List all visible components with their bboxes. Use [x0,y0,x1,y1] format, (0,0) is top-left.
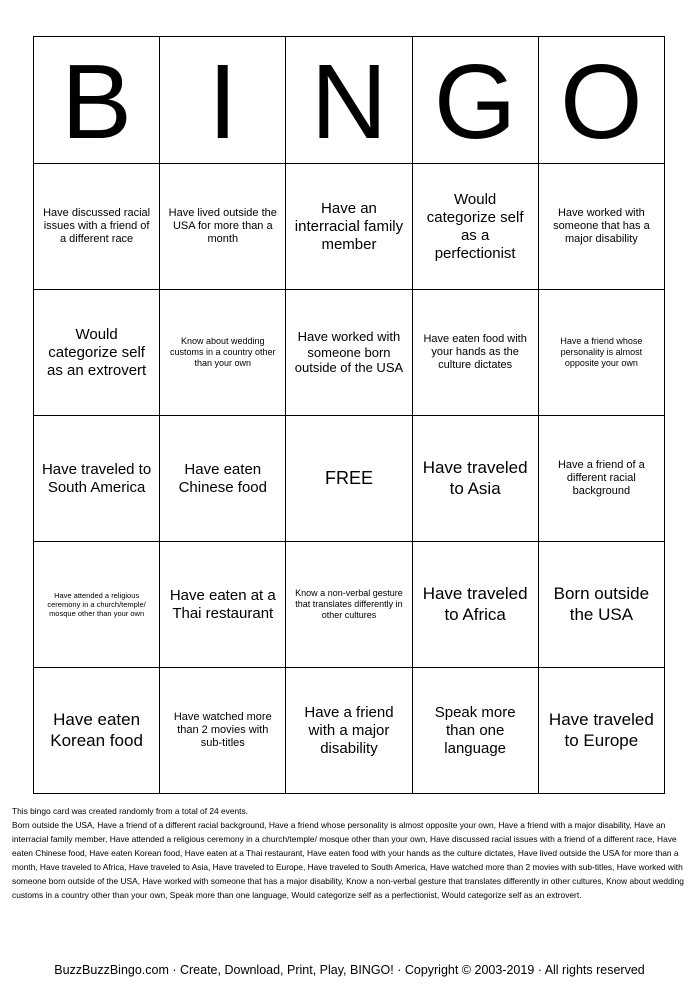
bingo-cell: Have lived outside the USA for more than a month [160,164,286,290]
bingo-cell: Have traveled to Asia [412,416,538,542]
bingo-card [33,36,665,795]
event-list: Born outside the USA, Have a friend of a different racial background, Have a friend whose personality is almost opposite your own, Have a friend with a major disability, Have an interracial family member, Have attended a religious ceremony in a church/temple/ mosque other than your own, Have discussed racial issues with a friend of a different race, Have eaten Chinese food, Have eaten Korean food, Have eaten at a Thai restaurant, Have eaten food with your hands as the culture dictates, Have lived outside the USA for more than a month, Have traveled to Africa, Have traveled to Asia, Have traveled to Europe, Have traveled to South America, Have watched more than 2 movies with sub-titles, Have worked with someone born outside of the USA, Have worked with someone that has a major disability, Know a non-verbal gesture that translates differently in other cultures, Know about wedding customs in a country other than your own, Speak more than one language, Would categorize self as a perfectionist, Would categorize self as an extrovert. [12,820,684,900]
header-letter-b: B [34,37,160,164]
bingo-row [34,164,665,290]
bingo-cell: Have an interracial family member [286,164,412,290]
bingo-cell: Know about wedding customs in a country other than your own [160,290,286,416]
free-space-cell: FREE [286,416,412,542]
bingo-row [34,542,665,668]
bingo-cell: Have eaten at a Thai restaurant [160,542,286,668]
bingo-cell: Know a non-verbal gesture that translates differently in other cultures [286,542,412,668]
bingo-cell: Have discussed racial issues with a friend of a different race [34,164,160,290]
header-letter-i: I [160,37,286,164]
bingo-cell: Have a friend of a different racial background [538,416,664,542]
bingo-row [34,416,665,542]
header-letter-o: O [538,37,664,164]
bingo-cell: Have a friend whose personality is almost opposite your own [538,290,664,416]
bingo-row [34,290,665,416]
bingo-cell: Born outside the USA [538,542,664,668]
bingo-cell: Have traveled to Africa [412,542,538,668]
bingo-grid [33,36,665,794]
bingo-cell: Have worked with someone born outside of the USA [286,290,412,416]
event-list-footer [12,804,687,902]
bingo-cell: Have worked with someone that has a major disability [538,164,664,290]
bingo-cell: Have attended a religious ceremony in a church/temple/ mosque other than your own [34,542,160,668]
bingo-cell: Have eaten food with your hands as the culture dictates [412,290,538,416]
bingo-cell: Have eaten Chinese food [160,416,286,542]
bingo-header-row [34,37,665,164]
event-count-note: This bingo card was created randomly from a total of 24 events. [12,806,249,816]
bingo-row [34,668,665,794]
bingo-cell: Speak more than one language [412,668,538,794]
header-letter-g: G [412,37,538,164]
site-credit: BuzzBuzzBingo.com · Create, Download, Print, Play, BINGO! · Copyright © 2003-2019 · All rights reserved [54,963,645,977]
bingo-cell: Have traveled to South America [34,416,160,542]
header-letter-n: N [286,37,412,164]
bingo-cell: Have a friend with a major disability [286,668,412,794]
bingo-cell: Would categorize self as a perfectionist [412,164,538,290]
bingo-cell: Have eaten Korean food [34,668,160,794]
bingo-cell: Would categorize self as an extrovert [34,290,160,416]
bingo-cell: Have traveled to Europe [538,668,664,794]
bingo-cell: Have watched more than 2 movies with sub-titles [160,668,286,794]
